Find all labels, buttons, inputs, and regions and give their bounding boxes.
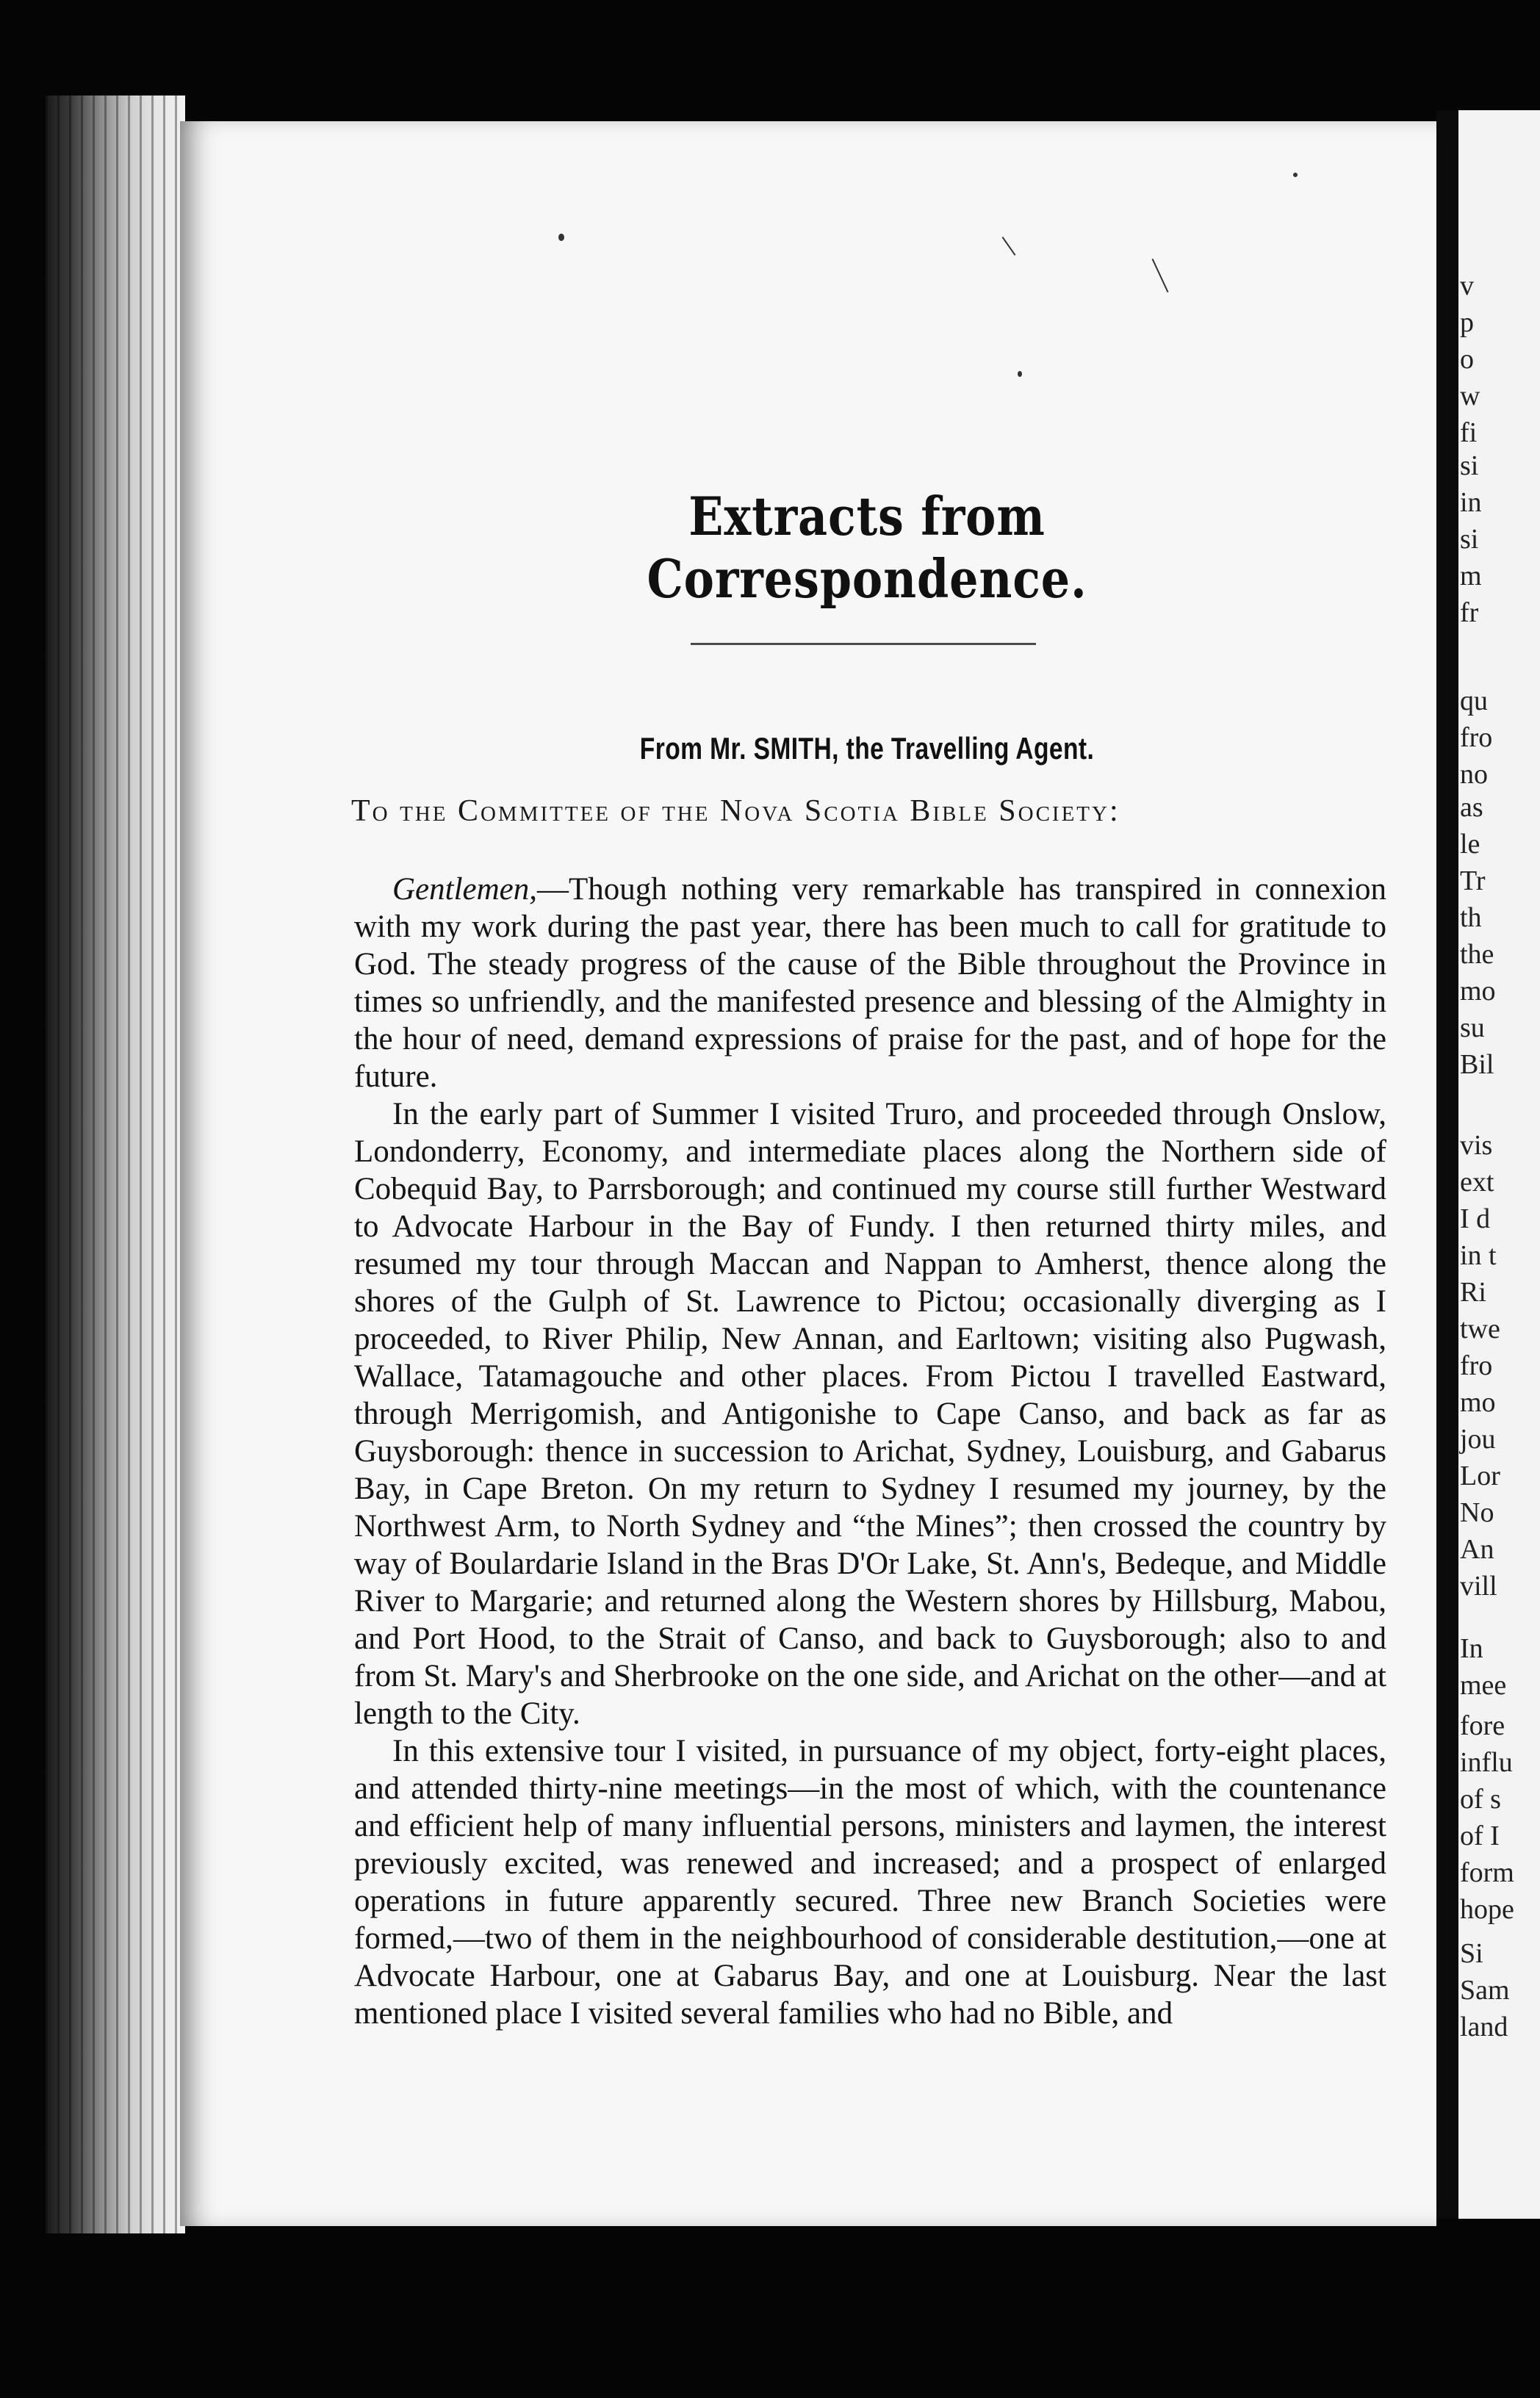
letter-body [354, 871, 1386, 2032]
heading-rule [691, 643, 1036, 645]
facing-page-fragment: si [1460, 450, 1479, 481]
facing-page-fragment: v [1460, 270, 1474, 301]
paragraph-3: In this extensive tour I visited, in pursuance of my object, forty-eight places, and attended thirty-nine meetings—in the most of which, with the countenance and efficient help of many influential persons, ministers and laymen, the interest previously excited, was renewed and increased; and a prospect of enlarged operations in future apparently secured. Three new Branch Societies were formed,—two of them in the neighbourhood of considerable destitution,—one at Advocate Harbour, one at Gabarus Bay, and one at Louisburg. Near the last mentioned place I visited several families who had no Bible, and [354, 1734, 1386, 2031]
facing-page-fragment: mo [1460, 976, 1496, 1007]
facing-page-fragment: Lor [1460, 1461, 1500, 1491]
facing-page-fragment: as [1460, 792, 1483, 823]
facing-page-fragment: I d [1460, 1203, 1491, 1234]
paragraph-2: In the early part of Summer I visited Truro, and proceeded through Onslow, Londonderry, Economy, and intermediate places along the Northern side of Cobequid Bay, to Parrsborough; and continued my course still further Westward to Advocate Harbour in the Bay of Fundy. I then returned thirty miles, and resumed my tour through Maccan and Nappan to Amherst, thence along the shores of the Gulph of St. Lawrence to Pictou; occasionally diverging as I proceeded, to River Philip, New Annan, and Earltown; visiting also Pugwash, Wallace, Tatamagouche and other places. From Pictou I travelled Eastward, through Merrigomish, and Antigonishe to Cape Canso, and back as far as Guysborough: thence in succession to Arichat, Sydney, Louisburg, and Gabarus Bay, in Cape Breton. On my return to Sydney I resumed my journey, by the Northwest Arm, to North Sydney and “the Mines”; then crossed the country by way of Boulardarie Island in the Bras D'Or Lake, St. Ann's, Bedeque, and Middle River to Margarie; and returned along the Western shores by Hillsburg, Mabou, and Port Hood, to the Strait of Canso, and back to Guysborough; also to and from St. Mary's and Sherbrooke on the one side, and Arichat on the other—and at length to the City. [354, 1097, 1386, 1731]
facing-page-fragment: m [1460, 561, 1482, 591]
letter-source: From Mr. SMITH, the Travelling Agent. [639, 731, 1095, 766]
facing-page-fragment: th [1460, 902, 1482, 933]
book-edge [46, 96, 185, 2233]
facing-page-fragment: jou [1460, 1424, 1496, 1455]
facing-page-fragment: qu [1460, 685, 1488, 716]
facing-page-fragment: fro [1460, 722, 1493, 753]
facing-page-fragment: in t [1460, 1240, 1497, 1271]
page-heading: Extracts from Correspondence. [647, 485, 1087, 610]
facing-page-fragment: Sam [1460, 1975, 1510, 2006]
facing-page-fragment: vis [1460, 1130, 1493, 1161]
facing-page-fragment: Si [1460, 1938, 1483, 1969]
facing-page-fragment: fr [1460, 597, 1479, 628]
facing-page-fragment: the [1460, 939, 1494, 970]
facing-page-fragment: o [1460, 344, 1474, 375]
facing-page-fragment: le [1460, 829, 1480, 860]
facing-page-fragment: mee [1460, 1670, 1507, 1701]
facing-page-fragment: of I [1460, 1821, 1500, 1851]
facing-page-fragment: mo [1460, 1387, 1496, 1418]
gutter-shadow [1436, 110, 1458, 2219]
facing-page-fragment: in [1460, 487, 1482, 518]
facing-page-fragment: Bil [1460, 1049, 1494, 1080]
facing-page-fragment: no [1460, 759, 1488, 790]
facing-page-fragment: land [1460, 2012, 1508, 2042]
facing-page-fragment: p [1460, 307, 1474, 338]
facing-page-fragment: hope [1460, 1894, 1514, 1925]
facing-page-fragment: vill [1460, 1571, 1497, 1602]
facing-page-fragment: fi [1460, 417, 1478, 448]
scan-speck [1293, 173, 1298, 177]
facing-page-fragment: twe [1460, 1314, 1500, 1344]
facing-page-fragment: fro [1460, 1350, 1493, 1381]
facing-page-fragment: fore [1460, 1710, 1505, 1741]
salutation: Gentlemen, [392, 872, 538, 907]
facing-page-fragment: In [1460, 1633, 1483, 1664]
paragraph-1-text: —Though nothing very remarkable has transpired in connexion with my work during the past year, there has been much to call for gratitude to God. The steady progress of the cause of the Bible throughout the Province in times so unfriendly, and the manifested presence and blessing of the Almighty in the hour of need, demand expressions of praise for the past, and of hope for the future. [354, 872, 1386, 1094]
facing-page-fragment: No [1460, 1497, 1494, 1528]
facing-page-fragment: An [1460, 1534, 1494, 1565]
paragraph-1 [354, 871, 1386, 1095]
facing-page [1458, 110, 1540, 2219]
letter-address: To the Committee of the Nova Scotia Bible Society: [351, 794, 1120, 828]
facing-page-fragment: form [1460, 1857, 1514, 1888]
facing-page-fragment: of s [1460, 1784, 1501, 1815]
scan-speck [558, 234, 564, 241]
facing-page-fragment: ext [1460, 1167, 1494, 1198]
scan-speck [1018, 371, 1022, 377]
facing-page-fragment: w [1460, 381, 1480, 411]
facing-page-fragment: influ [1460, 1747, 1513, 1778]
facing-page-fragment: Tr [1460, 865, 1486, 896]
facing-page-fragment: Ri [1460, 1277, 1486, 1308]
facing-page-fragment: si [1460, 524, 1479, 555]
facing-page-fragment: su [1460, 1012, 1485, 1043]
